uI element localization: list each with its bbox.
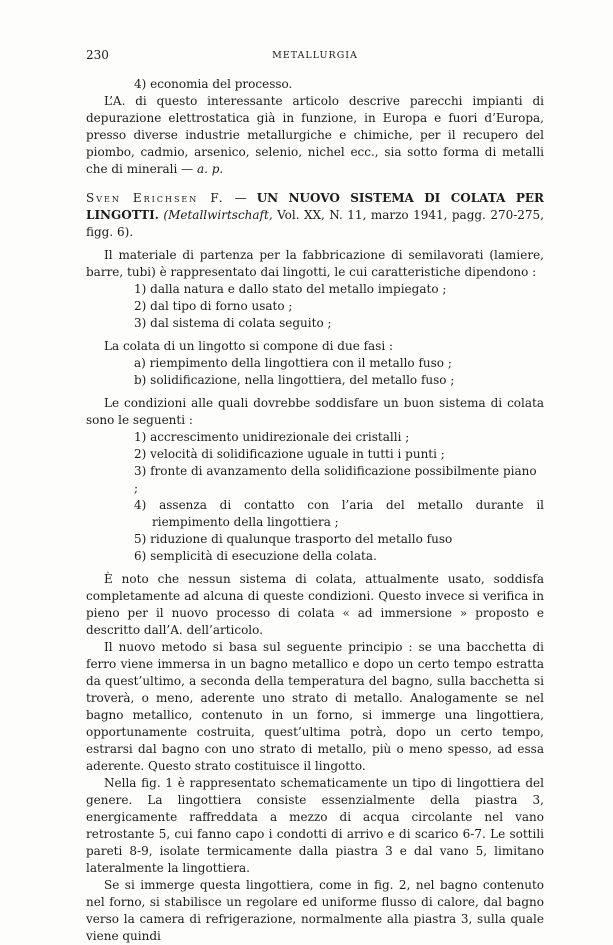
list-item: 3) fronte di avanzamento della solidificazione possibilmente piano ; [134, 464, 537, 495]
page-number: 230 [86, 48, 109, 62]
article-title: UN NUOVO SISTEMA DI COLATA PER LINGOTTI. [86, 191, 544, 222]
intro-text: L’A. di questo interessante articolo descrive parecchi impianti di depurazione elettrostatica già in funzione, in Europa e fuori d’Europa, presso diverse industrie metallurgiche e chimiche, per il recupero del piombo, cadmio, arsenico, selenio, nichel ecc., sia sotto forma di metalli che di minerali [86, 94, 544, 176]
paragraph: Il materiale di partenza per la fabbricazione di semilavorati (lamiere, barre, tubi) è rappresentato dai lingotti, le cui caratteristiche dipendono : [86, 248, 544, 279]
intro-item: 4) economia del processo. [134, 77, 293, 91]
author: Sven Erichsen F. [86, 191, 225, 205]
ref-dash: — [234, 191, 247, 205]
journal-details: Vol. XX, N. 11, marzo 1941, pagg. 270-275, figg. 6). [86, 208, 544, 239]
paragraph: Se si immerge questa lingottiera, come in fig. 2, nel bagno contenuto nel forno, si stabilisce un regolare ed uniforme flusso di calore, dal bagno verso la camera di refrigerazione, normalmente alla piastra 3, sulla quale viene quindi [86, 878, 544, 943]
journal: (Metallwirtschaft, [163, 208, 273, 222]
paragraph: È noto che nessun sistema di colata, attualmente usato, soddisfa completamente ad alcuna di queste condizioni. Questo invece si verifica in pieno per il nuovo processo di colata « ad immersione » proposto e descritto dall’A. dell’articolo. [86, 572, 544, 637]
list-item: 5) riduzione di qualunque trasporto del metallo fuso [134, 532, 453, 546]
paragraph: La colata di un lingotto si compone di due fasi : [104, 339, 394, 353]
paragraph: Nella fig. 1 è rappresentato schematicamente un tipo di lingottiera del genere. La lingottiera consiste essenzialmente della piastra 3, energicamente raffreddata a mezzo di acqua circolante nel vano retrostante 5, cui fanno capo i condotti di arrivo e di scarico 6-7. Le sottili pareti 8-9, isolate termicamente dalla piastra 3 e dal vano 5, limitano lateralmente la lingottiera. [86, 776, 544, 875]
signature: — a. p. [181, 162, 224, 176]
reference-heading [86, 190, 544, 241]
list-item: 4) assenza di contatto con l’aria del metallo durante il riempimento della lingottiera ; [134, 498, 544, 529]
intro-paragraph [86, 93, 544, 178]
list-item: b) solidificazione, nella lingottiera, del metallo fuso ; [134, 373, 455, 387]
list-item: 3) dal sistema di colata seguito ; [134, 316, 332, 330]
list-item: 2) velocità di solidificazione uguale in tutti i punti ; [134, 447, 445, 461]
list-item: 1) dalla natura e dallo stato del metallo impiegato ; [134, 282, 447, 296]
list-item: 6) semplicità di esecuzione della colata. [134, 549, 377, 563]
body-text [86, 76, 544, 945]
paragraph: Il nuovo metodo si basa sul seguente principio : se una bacchetta di ferro viene immersa in un bagno metallico e dopo un certo tempo estratta da quest’ultimo, a seconda della temperatura del bagno, sulla bacchetta si troverà, o meno, aderente uno strato di metallo. Analogamente se nel bagno metallico, contenuto in un forno, si immerge una lingottiera, opportunamente costruita, quest’ultima potrà, dopo un certo tempo, estrarsi dal bagno con uno strato di metallo, più o meno spesso, ad essa aderente. Questo strato costituisce il lingotto. [86, 640, 544, 773]
list-item: a) riempimento della lingottiera con il metallo fuso ; [134, 356, 452, 370]
paragraph: Le condizioni alle quali dovrebbe soddisfare un buon sistema di colata sono le seguenti : [86, 396, 544, 427]
running-header [86, 48, 544, 64]
list-item: 1) accrescimento unidirezionale dei cristalli ; [134, 430, 410, 444]
running-title: METALLURGIA [272, 50, 358, 61]
list-item: 2) dal tipo di forno usato ; [134, 299, 293, 313]
